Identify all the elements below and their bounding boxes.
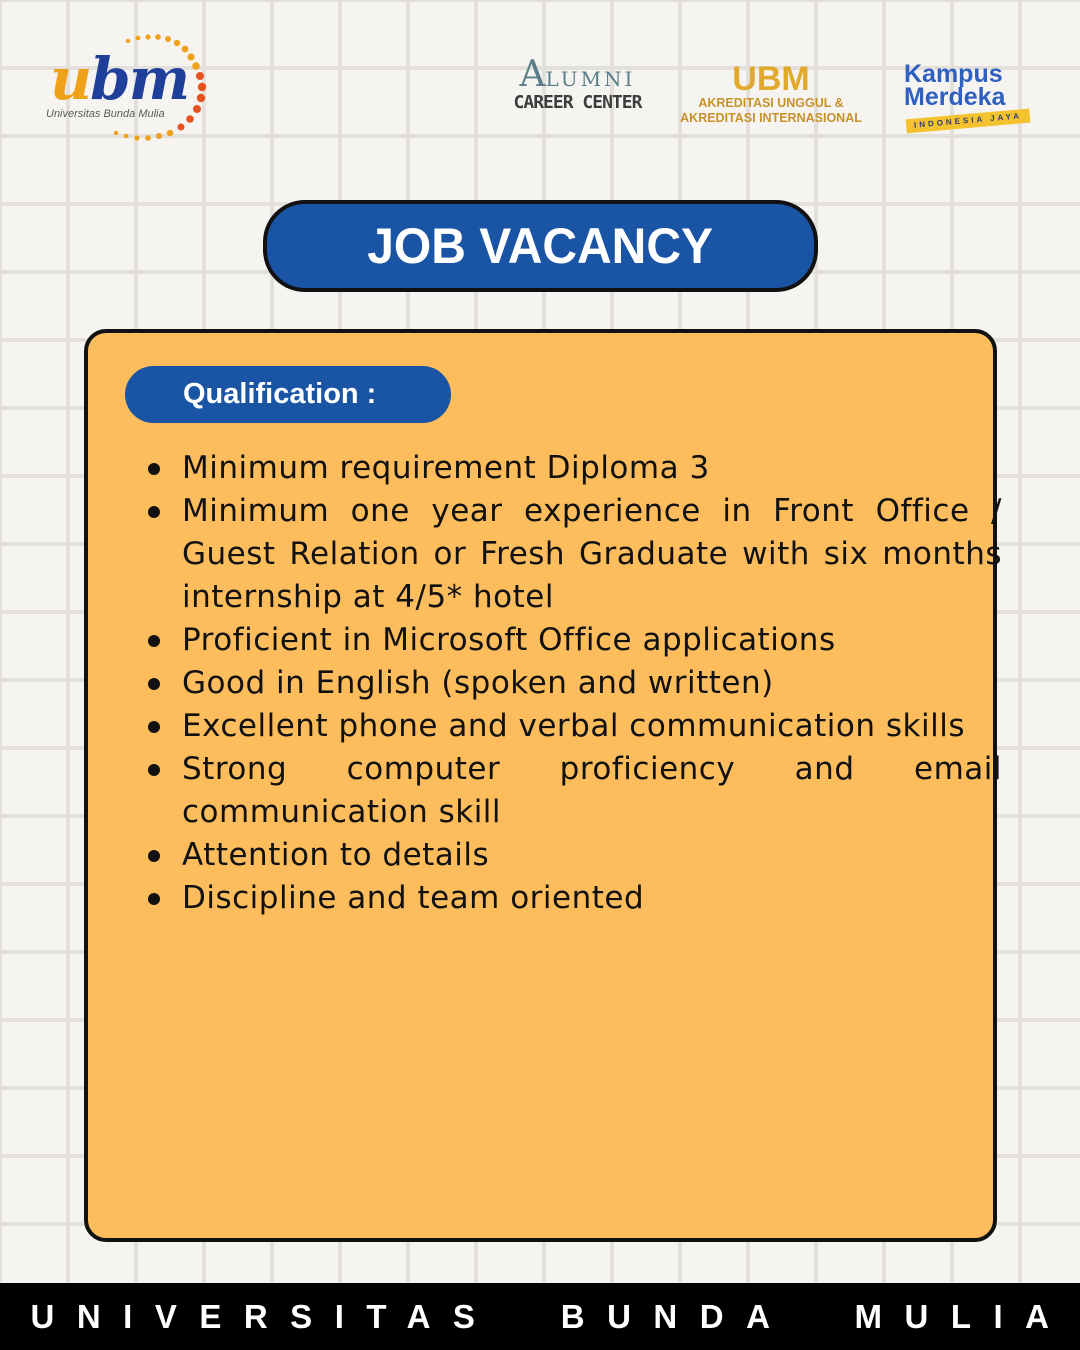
ubm-subtitle: Universitas Bunda Mulia — [46, 108, 165, 120]
qualification-list — [142, 447, 1002, 920]
ubm-logo — [40, 32, 220, 152]
qualification-item: Minimum requirement Diploma 3 — [182, 447, 1002, 490]
page-title: JOB VACANCY — [367, 218, 714, 274]
accreditation-line-1: AKREDITASI UNGGUL & — [698, 96, 844, 110]
qualification-label: Qualification : — [183, 378, 377, 410]
kampus-merdeka-logo — [900, 60, 1040, 140]
qualification-item: Strong computer proficiency and email communication skill — [182, 748, 1002, 834]
qualification-item: Attention to details — [182, 834, 1002, 877]
accreditation-title: UBM — [732, 60, 810, 98]
alumni-career-center-logo — [510, 54, 645, 132]
kampus-word: Kampus — [904, 60, 1003, 88]
career-center-wordmark: CAREER CENTER — [513, 92, 642, 113]
qualification-label-pill — [125, 366, 451, 423]
qualification-card — [84, 329, 1002, 1242]
footer-bar — [0, 1283, 1080, 1350]
ubm-wordmark: ubm — [50, 45, 189, 113]
accreditation-line-2: AKREDITASI INTERNASIONAL — [680, 111, 862, 125]
alumni-wordmark: ALUMNI — [519, 54, 636, 95]
title-banner — [263, 200, 818, 292]
indonesia-jaya-band: INDONESIA JAYA — [906, 109, 1031, 134]
qualification-item: Good in English (spoken and written) — [182, 662, 1002, 705]
footer-university-name: UNIVERSITAS BUNDA MULIA — [30, 1297, 1072, 1335]
accreditation-logo — [662, 62, 880, 126]
qualification-item: Excellent phone and verbal communication skills — [182, 705, 1002, 748]
qualification-item: Minimum one year experience in Front Office / Guest Relation or Fresh Graduate with six months internship at 4/5* hotel — [182, 490, 1002, 619]
qualification-item: Discipline and team oriented — [182, 877, 1002, 920]
qualification-item: Proficient in Microsoft Office applications — [182, 619, 1002, 662]
merdeka-word: Merdeka — [904, 83, 1006, 111]
